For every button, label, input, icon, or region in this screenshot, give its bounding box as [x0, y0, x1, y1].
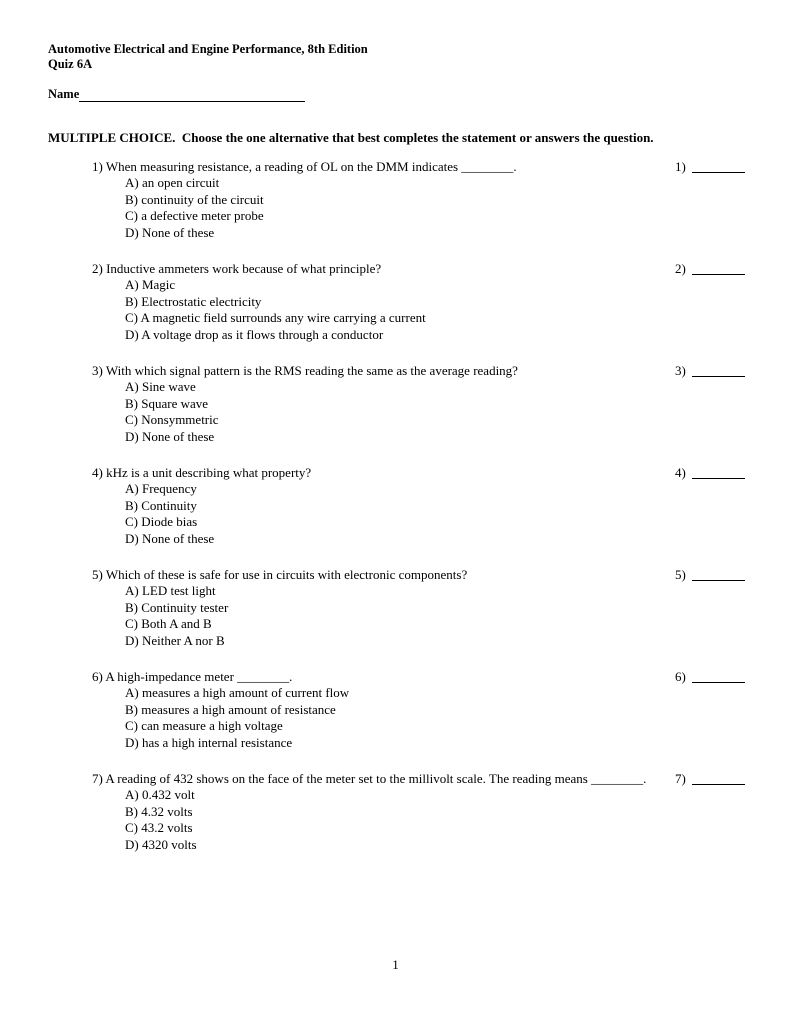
answer-blank[interactable]: [692, 464, 745, 479]
choice-b: B) Square wave: [125, 395, 209, 411]
answer-number: 2): [675, 261, 686, 276]
question-number: 5): [92, 567, 103, 582]
choice-c: C) Nonsymmetric: [125, 412, 219, 427]
question-6: [92, 668, 745, 751]
question-text: [92, 362, 667, 379]
choices: [125, 379, 667, 445]
choice-b: B) continuity of the circuit: [125, 191, 264, 207]
question-number: 7): [92, 771, 103, 786]
answer-area: [675, 158, 745, 175]
answer-blank[interactable]: [692, 362, 745, 377]
answer-area: [675, 770, 745, 787]
name-label: Name: [48, 87, 80, 101]
question-prompt: A reading of 432 shows on the face of the meter set to the millivolt scale. The reading means ________.: [105, 771, 647, 786]
name-blank[interactable]: [79, 88, 305, 102]
question-list: [92, 158, 745, 853]
choice-a: A) measures a high amount of current flow: [125, 685, 350, 700]
question-body: [92, 668, 667, 751]
question-number: 3): [92, 363, 103, 378]
question-body: [92, 770, 667, 853]
answer-number: 5): [675, 567, 686, 582]
answer-blank[interactable]: [692, 260, 745, 275]
choice-b: B) 4.32 volts: [125, 803, 193, 819]
choice-d: D) 4320 volts: [125, 836, 197, 852]
choice-d: D) None of these: [125, 530, 215, 546]
quiz-title: Quiz 6A: [48, 57, 93, 71]
choice-a: A) an open circuit: [125, 175, 220, 190]
choice-c: C) A magnetic field surrounds any wire carrying a current: [125, 310, 426, 325]
name-row: [48, 87, 745, 102]
question-prompt: Inductive ammeters work because of what principle?: [106, 261, 382, 276]
answer-blank[interactable]: [692, 566, 745, 581]
choice-a: A) LED test light: [125, 583, 216, 598]
question-2: [92, 260, 745, 343]
question-body: [92, 260, 667, 343]
answer-number: 6): [675, 669, 686, 684]
page-number: 1: [392, 957, 399, 972]
answer-area: [675, 566, 745, 583]
choice-c: C) can measure a high voltage: [125, 718, 283, 733]
choice-c: C) Diode bias: [125, 514, 198, 529]
choice-d: D) None of these: [125, 224, 215, 240]
answer-area: [675, 362, 745, 379]
question-number: 1): [92, 159, 103, 174]
choices: [125, 583, 667, 649]
choices: [125, 481, 667, 547]
answer-number: 3): [675, 363, 686, 378]
choice-c: C) 43.2 volts: [125, 820, 193, 835]
answer-blank[interactable]: [692, 668, 745, 683]
question-body: [92, 464, 667, 547]
question-text: [92, 158, 667, 175]
question-body: [92, 158, 667, 241]
answer-area: [675, 464, 745, 481]
choice-c: C) a defective meter probe: [125, 208, 264, 223]
choice-a: A) Sine wave: [125, 379, 196, 394]
choices: [125, 685, 667, 751]
question-number: 4): [92, 465, 103, 480]
question-prompt: With which signal pattern is the RMS reading the same as the average reading?: [105, 363, 518, 378]
choices: [125, 787, 667, 853]
question-5: [92, 566, 745, 649]
choice-d: D) Neither A nor B: [125, 632, 225, 648]
answer-number: 4): [675, 465, 686, 480]
answer-blank[interactable]: [692, 770, 745, 785]
answer-area: [675, 260, 745, 277]
choice-b: B) Electrostatic electricity: [125, 293, 262, 309]
question-text: [92, 464, 667, 481]
choices: [125, 277, 667, 343]
question-text: [92, 770, 667, 787]
question-text: [92, 566, 667, 583]
answer-number: 1): [675, 159, 686, 174]
question-body: [92, 362, 667, 445]
document-title: Automotive Electrical and Engine Performance, 8th Edition: [48, 42, 368, 56]
question-number: 6): [92, 669, 103, 684]
choice-b: B) Continuity: [125, 497, 197, 513]
answer-number: 7): [675, 771, 686, 786]
question-number: 2): [92, 261, 103, 276]
question-prompt: kHz is a unit describing what property?: [106, 465, 312, 480]
choice-a: A) Frequency: [125, 481, 197, 496]
answer-area: [675, 668, 745, 685]
question-body: [92, 566, 667, 649]
question-prompt: Which of these is safe for use in circuits with electronic components?: [105, 567, 468, 582]
choice-b: B) Continuity tester: [125, 599, 229, 615]
choice-d: D) None of these: [125, 428, 215, 444]
choice-a: A) Magic: [125, 277, 176, 292]
choice-c: C) Both A and B: [125, 616, 212, 631]
answer-blank[interactable]: [692, 158, 745, 173]
question-prompt: When measuring resistance, a reading of OL on the DMM indicates ________.: [105, 159, 517, 174]
choices: [125, 175, 667, 241]
choice-d: D) A voltage drop as it flows through a conductor: [125, 326, 384, 342]
question-7: [92, 770, 745, 853]
choice-d: D) has a high internal resistance: [125, 734, 293, 750]
question-3: [92, 362, 745, 445]
choice-b: B) measures a high amount of resistance: [125, 701, 336, 717]
instructions-heading: MULTIPLE CHOICE. Choose the one alternative that best completes the statement or answers the question.: [48, 130, 654, 145]
question-text: [92, 668, 667, 685]
choice-a: A) 0.432 volt: [125, 787, 195, 802]
question-1: [92, 158, 745, 241]
question-4: [92, 464, 745, 547]
question-prompt: A high-impedance meter ________.: [105, 669, 293, 684]
question-text: [92, 260, 667, 277]
